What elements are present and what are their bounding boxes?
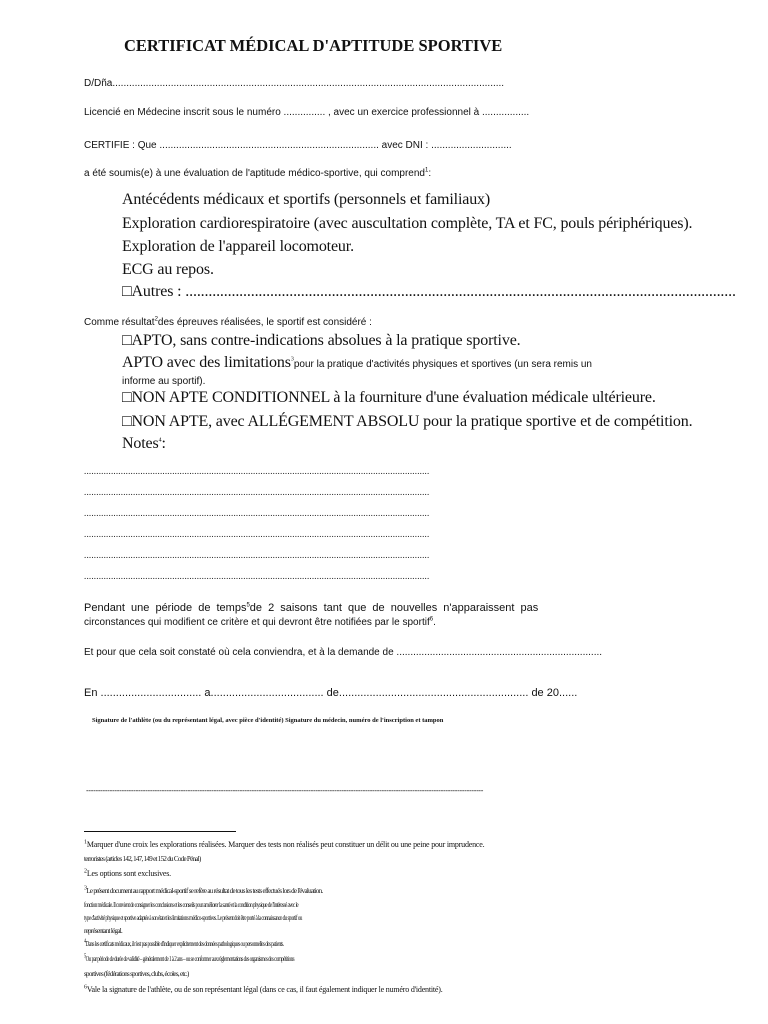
footnote-4 [84, 940, 284, 948]
footnote-num: 5 [84, 953, 86, 960]
notes-line: ............................................................................................................................................. [84, 550, 430, 560]
footnote-ref-2: 2 [154, 316, 158, 323]
page-title: CERTIFICAT MÉDICAL D'APTITUDE SPORTIVE [124, 36, 503, 55]
footnote-3 [84, 887, 322, 895]
footnote-rule [84, 831, 236, 832]
footnote-3-cont: fonction médicale. Il convient de consigner les conclusions et les conseils pour améliorer la santé et la condition physique de l'intéressé avec le [84, 901, 299, 909]
soumis-text: a été soumis(e) à une évaluation de l'aptitude médico-sportive, qui comprend [84, 168, 425, 179]
periode-line-1 [84, 602, 538, 614]
footnote-6 [84, 985, 443, 994]
footnote-text: Ou par période de durée de validité – généralement de 1 à 2 ans – ou se conformer aux réglementations des organismes des compétitions [85, 955, 295, 963]
notes-line: ............................................................................................................................................. [84, 487, 430, 497]
apto-lim-text-2: informe au sportif). [122, 376, 206, 387]
footnote-3-cont: type d'activité physique et sportive adaptée à son état et les limitations médico-sportives. Le présent doit être porté à la connaissance du sportif ou [84, 914, 302, 922]
exploration-item: Exploration de l'appareil locomoteur. [122, 238, 354, 255]
option-apto: □APTO, sans contre-indications absolues à la pratique sportive. [122, 332, 521, 349]
resultat-text-b: des épreuves réalisées, le sportif est considéré : [157, 317, 372, 328]
licence-line: Licencié en Médecine inscrit sous le numéro ............... , avec un exercice professionnel à ................. [84, 107, 530, 118]
certifie-line: CERTIFIE : Que ............................................................................... avec DNI : ............................. [84, 140, 512, 151]
dash-separator: ------------------------------------------------------------------------------------------------------------------------------------------------------------------------ [86, 786, 484, 795]
option-non-apte: □NON APTE, avec ALLÉGEMENT ABSOLU pour la pratique sportive et de compétition. [122, 413, 693, 430]
name-line: D/Dña............................................................................................................................................. [84, 78, 505, 89]
periode-text-c: circonstances qui modifient ce critère et qui devront être notifiées par le sportif [84, 617, 430, 628]
apto-lim-label: APTO avec des limitations [122, 354, 291, 371]
exploration-item: Exploration cardiorespiratoire (avec auscultation complète, TA et FC, pouls périphériques). [122, 215, 693, 232]
footnote-num: 6 [84, 984, 87, 991]
footnote-3-cont: représentant légal. [84, 927, 123, 935]
footnote-5 [84, 955, 294, 963]
soumis-line: a été soumis(e) à une évaluation de l'aptitude médico-sportive, qui comprend$^1$: [84, 167, 432, 179]
footnote-ref-5: 5 [246, 602, 250, 609]
option-non-apte-conditionnel: □NON APTE CONDITIONNEL à la fourniture d'une évaluation médicale ultérieure. [122, 389, 656, 406]
footnote-text: Les options sont exclusives. [86, 869, 171, 878]
footnote-5-cont: sportives (fédérations sportives, clubs, écoles, etc.) [84, 970, 189, 978]
notes-line: ............................................................................................................................................. [84, 529, 430, 539]
footnote-num: 2 [84, 868, 87, 875]
resultat-intro [84, 317, 372, 328]
notes-line: ............................................................................................................................................. [84, 466, 430, 476]
footnote-1-cont: terroristes (articles 142, 147, 149 et 152 du Code Pénal) [84, 855, 201, 863]
footnote-ref-3: 3 [290, 356, 294, 363]
notes-line: ............................................................................................................................................. [84, 571, 430, 581]
footnote-text: Vale la signature de l'athlète, ou de son représentant légal (dans ce cas, il faut également indiquer le numéro d'identité). [86, 985, 443, 994]
footnote-text: Marquer d'une croix les explorations réalisées. Marquer des tests non réalisés peut constituer un délit ou une peine pour imprudence. [86, 840, 485, 849]
exploration-item: ECG au repos. [122, 261, 214, 278]
notes-text: Notes [122, 435, 159, 452]
constate-line: Et pour que cela soit constaté où cela conviendra, et à la demande de .......................................................................... [84, 647, 603, 658]
footnote-ref-1: 1 [425, 167, 429, 174]
notes-label: Notes$^4$: [122, 435, 166, 452]
periode-text-b: de 2 saisons tant que de nouvelles n'apparaissent pas [249, 602, 539, 614]
date-place-line: En ................................. a..................................... de.............................................................. de 20...... [84, 687, 578, 699]
footnote-text: Le présent document au rapport médical-sportif se refère au résultat de tous les tests effectués lors de l'évaluation. [86, 887, 323, 895]
option-apto-limitations [122, 354, 592, 372]
periode-line-2: circonstances qui modifient ce critère et qui devront être notifiées par le sportif$^6$. [84, 616, 436, 628]
footnote-ref-4: 4 [158, 437, 162, 444]
footnote-text: Dans les certificats médicaux, il n'est pas possible d'indiquer explicitement des données pathologiques ou personnelles des patients. [85, 940, 284, 948]
exploration-item: Antécédents médicaux et sportifs (personnels et familiaux) [122, 191, 491, 208]
resultat-text-a: Comme résultat [84, 317, 155, 328]
signature-caption: Signature de l'athlète (ou du représentant légal, avec pièce d'identité) Signature du médecin, numéro de l'inscription et tampon [92, 717, 444, 724]
footnote-ref-6: 6 [429, 616, 434, 623]
footnote-num: 3 [84, 885, 87, 892]
footnote-num: 1 [84, 839, 87, 846]
footnote-1 [84, 840, 484, 849]
apto-lim-text: pour la pratique d'activités physiques et sportives (un sera remis un [293, 359, 592, 370]
exploration-item-autres: □Autres : ............................................................................................................................................... [122, 283, 736, 300]
notes-line: ............................................................................................................................................. [84, 508, 430, 518]
periode-text-a: Pendant une période de temps [84, 602, 247, 614]
footnote-2 [84, 869, 171, 878]
footnote-num: 4 [84, 938, 86, 945]
